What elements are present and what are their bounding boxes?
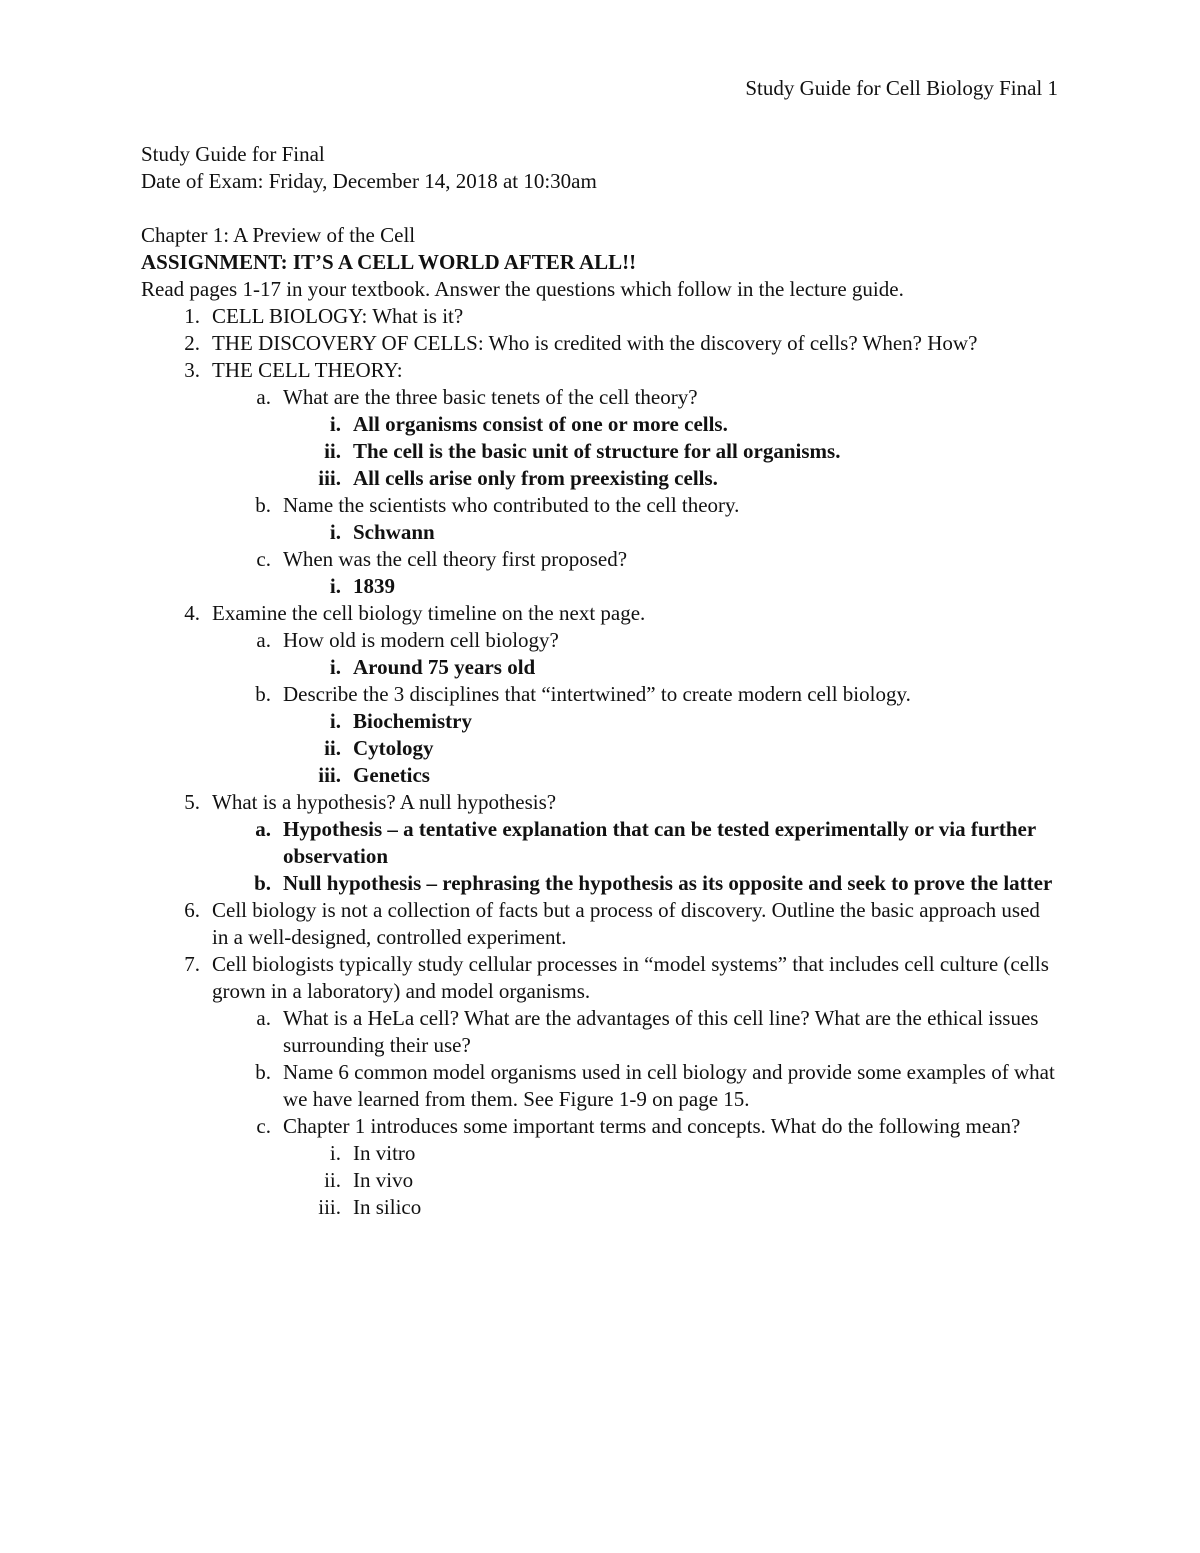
sub-question-text: What are the three basic tenets of the cell theory?	[283, 385, 698, 409]
question-number: 6.	[184, 898, 200, 922]
sub-question-letter: b.	[255, 682, 271, 706]
question-item	[141, 330, 1061, 357]
question-number: 2.	[184, 331, 200, 355]
question-item	[141, 951, 1061, 1005]
question-number: 3.	[184, 358, 200, 382]
answer-text: All cells arise only from preexisting cells.	[353, 466, 718, 490]
answer-text: Around 75 years old	[353, 655, 536, 679]
question-text: THE CELL THEORY:	[212, 358, 403, 382]
term-text: In silico	[353, 1195, 422, 1219]
question-item	[141, 789, 1061, 816]
answer-text: 1839	[353, 574, 395, 598]
question-text: Cell biology is not a collection of facts but a process of discovery. Outline the basic approach used in a well-designed, controlled experiment.	[212, 898, 1040, 949]
sub-question	[141, 546, 1061, 573]
question-number: 5.	[184, 790, 200, 814]
term-item	[141, 1194, 1061, 1221]
answer-item	[141, 735, 1061, 762]
sub-question-text: How old is modern cell biology?	[283, 628, 559, 652]
answer-item	[141, 438, 1061, 465]
question-item	[141, 600, 1061, 627]
answer-numeral: i.	[329, 655, 341, 679]
exam-date: Date of Exam: Friday, December 14, 2018 at 10:30am	[141, 169, 597, 193]
answer-numeral: i.	[329, 412, 341, 436]
sub-question-letter: c.	[256, 1114, 271, 1138]
term-numeral: i.	[329, 1141, 341, 1165]
answer-item	[141, 654, 1061, 681]
answer-numeral: iii.	[318, 763, 341, 787]
sub-answer-text: Hypothesis – a tentative explanation that can be tested experimentally or via further observation	[283, 817, 1036, 868]
sub-answer-text: Null hypothesis – rephrasing the hypothesis as its opposite and seek to prove the latter	[283, 871, 1053, 895]
answer-item	[141, 465, 1061, 492]
sub-question	[141, 384, 1061, 411]
answer-text: Genetics	[353, 763, 430, 787]
question-text: What is a hypothesis? A null hypothesis?	[212, 790, 557, 814]
answer-numeral: ii.	[324, 439, 341, 463]
sub-answer-letter: b.	[254, 871, 271, 895]
question-text: Cell biologists typically study cellular processes in “model systems” that includes cell culture (cells grown in a laboratory) and model organisms.	[212, 952, 1049, 1003]
spacer	[141, 195, 1061, 222]
sub-question-letter: a.	[256, 385, 271, 409]
sub-question	[141, 492, 1061, 519]
sub-question-letter: b.	[255, 1060, 271, 1084]
answer-item	[141, 708, 1061, 735]
sub-question	[141, 627, 1061, 654]
chapter-heading: Chapter 1: A Preview of the Cell	[141, 223, 416, 247]
term-numeral: iii.	[318, 1195, 341, 1219]
sub-question-letter: b.	[255, 493, 271, 517]
answer-item	[141, 411, 1061, 438]
document-body	[141, 141, 1061, 1221]
question-item	[141, 303, 1061, 330]
sub-question	[141, 1005, 1061, 1059]
sub-question	[141, 1059, 1061, 1113]
answer-text: The cell is the basic unit of structure for all organisms.	[353, 439, 841, 463]
sub-question-text: Chapter 1 introduces some important terms and concepts. What do the following mean?	[283, 1114, 1021, 1138]
question-text: THE DISCOVERY OF CELLS: Who is credited with the discovery of cells? When? How?	[212, 331, 978, 355]
sub-question-text: Name 6 common model organisms used in cell biology and provide some examples of what we have learned from them. See Figure 1-9 on page 15.	[283, 1060, 1055, 1111]
question-item	[141, 357, 1061, 384]
answer-numeral: iii.	[318, 466, 341, 490]
sub-question-letter: a.	[256, 1006, 271, 1030]
reading-instructions: Read pages 1-17 in your textbook. Answer the questions which follow in the lecture guide.	[141, 277, 904, 301]
term-numeral: ii.	[324, 1168, 341, 1192]
question-text: Examine the cell biology timeline on the next page.	[212, 601, 646, 625]
answer-item	[141, 519, 1061, 546]
question-text: CELL BIOLOGY: What is it?	[212, 304, 464, 328]
answer-numeral: ii.	[324, 736, 341, 760]
sub-question-letter: a.	[256, 628, 271, 652]
assignment-heading: ASSIGNMENT: IT’S A CELL WORLD AFTER ALL!!	[141, 250, 637, 274]
answer-text: Biochemistry	[353, 709, 472, 733]
answer-text: Schwann	[353, 520, 435, 544]
sub-question-text: When was the cell theory first proposed?	[283, 547, 628, 571]
question-number: 7.	[184, 952, 200, 976]
answer-item	[141, 762, 1061, 789]
answer-item	[141, 573, 1061, 600]
term-text: In vivo	[353, 1168, 414, 1192]
sub-question	[141, 1113, 1061, 1140]
question-number: 4.	[184, 601, 200, 625]
term-item	[141, 1140, 1061, 1167]
question-number: 1.	[184, 304, 200, 328]
sub-answer	[141, 870, 1061, 897]
running-header: Study Guide for Cell Biology Final 1	[745, 76, 1058, 100]
question-item	[141, 897, 1061, 951]
sub-question-text: Describe the 3 disciplines that “intertwined” to create modern cell biology.	[283, 682, 911, 706]
term-item	[141, 1167, 1061, 1194]
guide-title: Study Guide for Final	[141, 142, 325, 166]
sub-question-letter: c.	[256, 547, 271, 571]
sub-question-text: What is a HeLa cell? What are the advantages of this cell line? What are the ethical issues surrounding their use?	[283, 1006, 1039, 1057]
term-text: In vitro	[353, 1141, 416, 1165]
answer-numeral: i.	[329, 574, 341, 598]
sub-answer-letter: a.	[255, 817, 271, 841]
answer-text: Cytology	[353, 736, 434, 760]
sub-answer	[141, 816, 1061, 870]
answer-numeral: i.	[329, 520, 341, 544]
sub-question	[141, 681, 1061, 708]
sub-question-text: Name the scientists who contributed to the cell theory.	[283, 493, 740, 517]
answer-numeral: i.	[329, 709, 341, 733]
answer-text: All organisms consist of one or more cells.	[353, 412, 728, 436]
